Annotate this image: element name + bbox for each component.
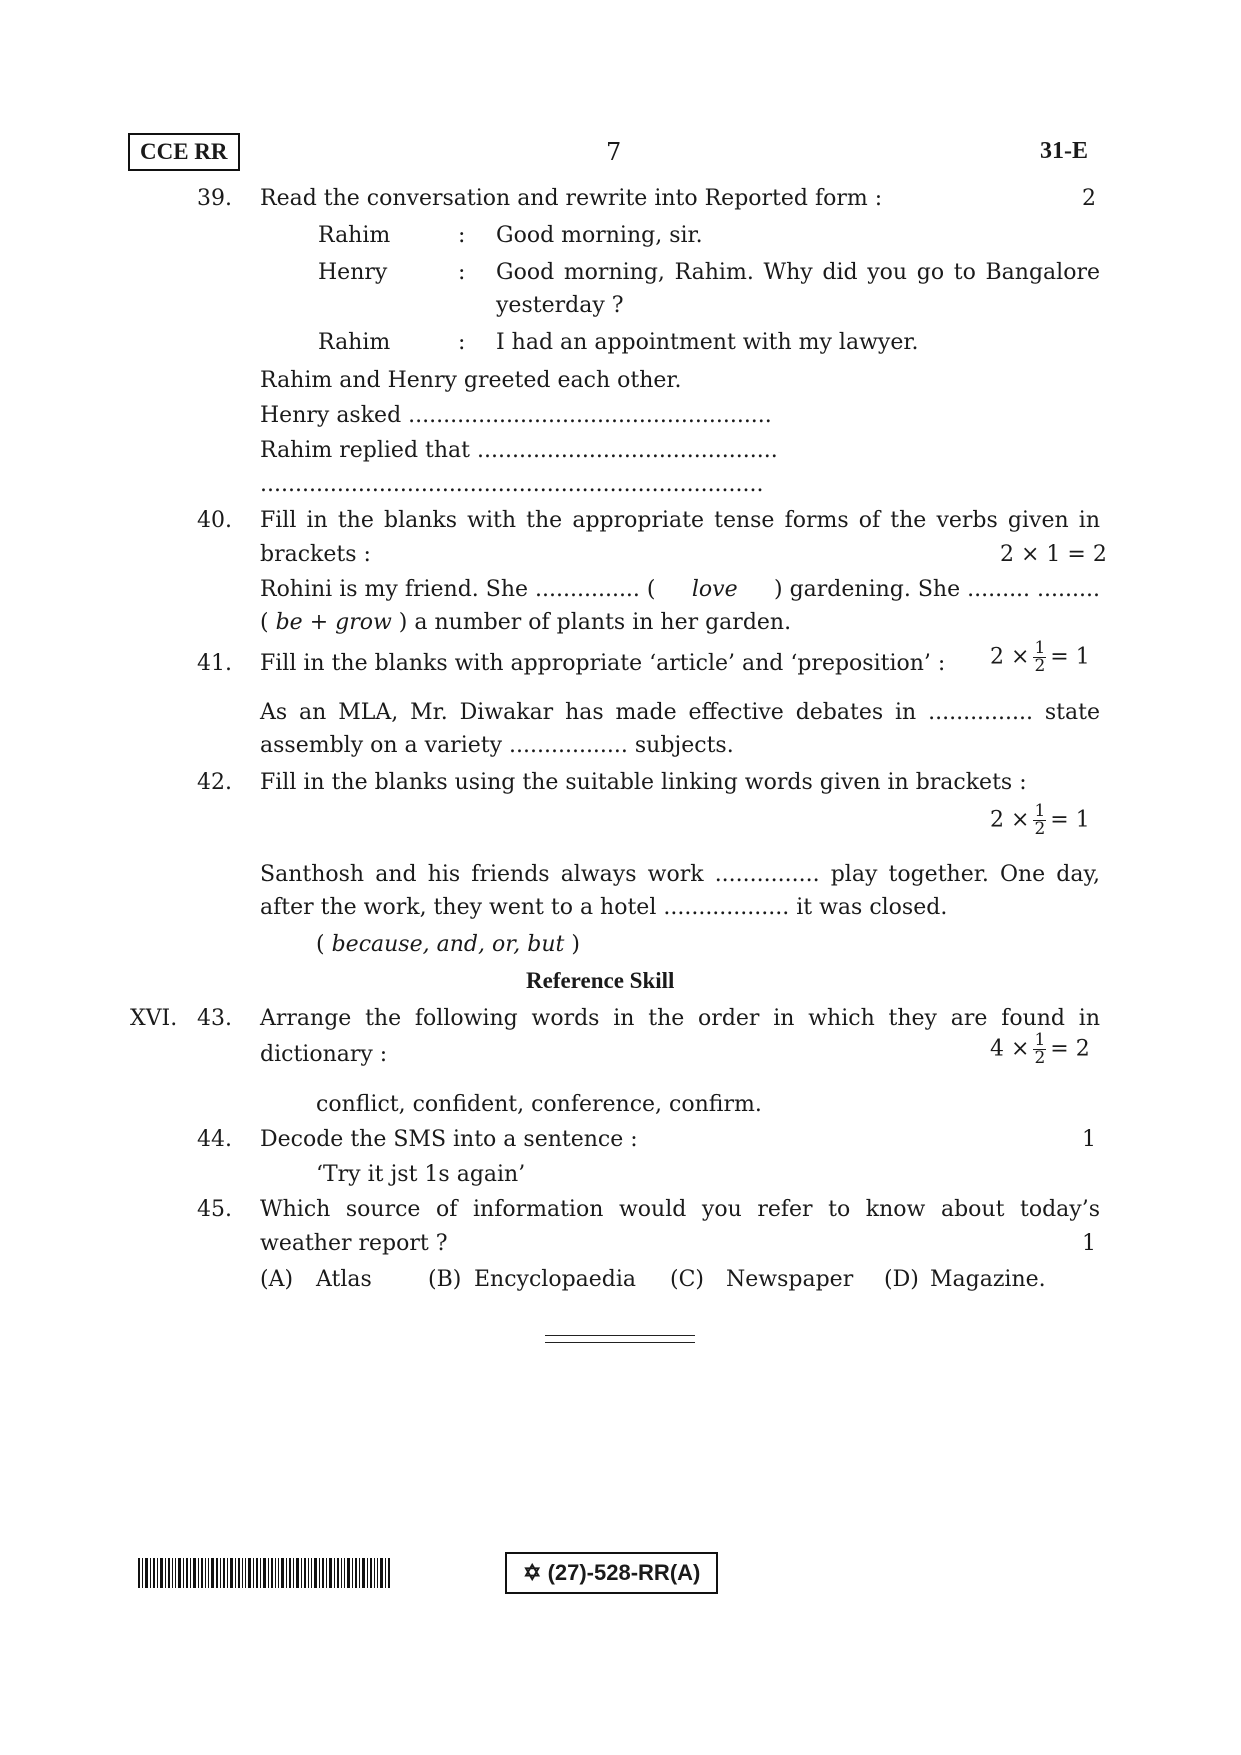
page-number: 7 — [606, 138, 622, 166]
question-45-marks: 1 — [1082, 1231, 1096, 1256]
header-paper-code: 31-E — [1040, 138, 1088, 164]
marks-total: = 2 — [1050, 1036, 1090, 1062]
question-42-marks — [990, 803, 1090, 838]
marks-prefix: 2 × — [990, 807, 1030, 833]
option-text-d: Magazine. — [930, 1267, 1046, 1292]
section-title: Reference Skill — [526, 968, 675, 993]
barcode — [138, 1558, 392, 1588]
dialogue-separator: : — [458, 260, 466, 285]
report-line: ........................................................................ — [260, 472, 764, 497]
question-44-text: Decode the SMS into a sentence : — [260, 1127, 638, 1152]
passage-text: ) gardening. She ......... ......... — [774, 577, 1100, 602]
footer-paper-code: (27)-528-RR(A) — [547, 1560, 701, 1585]
question-41-passage-line: assembly on a variety ................. subjects. — [260, 733, 734, 758]
question-40-passage-line — [260, 610, 791, 635]
question-43-text-continued: dictionary : — [260, 1042, 388, 1067]
footer-paper-code-box — [505, 1552, 718, 1594]
question-number-39: 39. — [197, 186, 232, 211]
report-line: Rahim replied that ........................................... — [260, 438, 778, 463]
question-39-marks: 2 — [1082, 186, 1096, 211]
marks-prefix: 2 × — [990, 644, 1030, 670]
question-42-passage-line: after the work, they went to a hotel .................. it was closed. — [260, 895, 948, 920]
question-number-41: 41. — [197, 651, 232, 676]
question-number-42: 42. — [197, 770, 232, 795]
star-of-david-icon: ✡ — [523, 1560, 542, 1585]
fraction-denominator: 2 — [1034, 1048, 1046, 1068]
question-43-text: Arrange the following words in the order in which they are found in — [260, 1006, 1100, 1031]
question-number-45: 45. — [197, 1197, 232, 1222]
question-41-marks — [990, 640, 1090, 675]
dialogue-speaker: Rahim — [318, 223, 391, 248]
dialogue-speaker: Rahim — [318, 330, 391, 355]
question-42-options — [316, 932, 580, 957]
option-text-c: Newspaper — [726, 1267, 854, 1292]
report-line: Henry asked .................................................... — [260, 403, 772, 428]
dialogue-line-continued: yesterday ? — [496, 293, 624, 318]
dialogue-line: I had an appointment with my lawyer. — [496, 330, 919, 355]
passage-text: Rohini is my friend. She ............... ( — [260, 577, 656, 602]
option-text-a: Atlas — [316, 1267, 372, 1292]
question-number-40: 40. — [197, 508, 232, 533]
question-40-text-continued: brackets : — [260, 542, 371, 567]
fraction — [1033, 640, 1046, 675]
bracket: ( — [316, 932, 325, 957]
question-45-text-continued: weather report ? — [260, 1231, 448, 1256]
fraction-denominator: 2 — [1034, 819, 1046, 839]
verb-hint: love — [691, 577, 738, 602]
question-41-passage-line: As an MLA, Mr. Diwakar has made effective debates in ............... state — [260, 700, 1100, 725]
question-42-passage-line: Santhosh and his friends always work ............... play together. One day, — [260, 862, 1100, 887]
fraction-numerator: 1 — [1034, 638, 1046, 658]
question-45-text: Which source of information would you refer to know about today’s — [260, 1197, 1100, 1222]
dialogue-separator: : — [458, 330, 466, 355]
question-41-text: Fill in the blanks with appropriate ‘article’ and ‘preposition’ : — [260, 651, 946, 676]
question-43-word-list: conflict, confident, conference, confirm. — [316, 1092, 762, 1117]
fraction-numerator: 1 — [1034, 1030, 1046, 1050]
marks-total: = 1 — [1050, 644, 1090, 670]
question-44-sms: ‘Try it jst 1s again’ — [316, 1162, 526, 1187]
fraction — [1033, 803, 1046, 838]
bracket: ) — [571, 932, 580, 957]
question-43-marks — [990, 1032, 1090, 1067]
question-number-43: 43. — [197, 1006, 232, 1031]
question-42-text: Fill in the blanks using the suitable linking words given in brackets : — [260, 770, 1027, 795]
passage-text: ( — [260, 610, 269, 635]
fraction-numerator: 1 — [1034, 801, 1046, 821]
dialogue-separator: : — [458, 223, 466, 248]
option-label-d: (D) — [884, 1267, 919, 1292]
marks-total: = 1 — [1050, 807, 1090, 833]
question-40-text: Fill in the blanks with the appropriate tense forms of the verbs given in — [260, 508, 1100, 533]
passage-text: ) a number of plants in her garden. — [398, 610, 792, 635]
question-number-44: 44. — [197, 1127, 232, 1152]
option-label-a: (A) — [260, 1267, 294, 1292]
report-line: Rahim and Henry greeted each other. — [260, 368, 682, 393]
question-40-marks: 2 × 1 = 2 — [1000, 542, 1107, 567]
header-subject-code: CCE RR — [128, 133, 240, 171]
option-text-b: Encyclopaedia — [474, 1267, 637, 1292]
fraction — [1033, 1032, 1046, 1067]
end-of-questions-rule — [545, 1335, 695, 1343]
dialogue-speaker: Henry — [318, 260, 388, 285]
dialogue-line: Good morning, sir. — [496, 223, 703, 248]
fraction-denominator: 2 — [1034, 656, 1046, 676]
marks-prefix: 4 × — [990, 1036, 1030, 1062]
dialogue-line: Good morning, Rahim. Why did you go to Bangalore — [496, 260, 1100, 285]
option-label-b: (B) — [428, 1267, 462, 1292]
question-44-marks: 1 — [1082, 1127, 1096, 1152]
option-label-c: (C) — [670, 1267, 704, 1292]
linking-word-options: because, and, or, but — [331, 932, 565, 957]
question-40-passage-line — [260, 577, 1100, 602]
section-roman-number: XVI. — [130, 1006, 178, 1031]
question-39-text: Read the conversation and rewrite into Reported form : — [260, 186, 883, 211]
verb-hint: be + grow — [275, 610, 392, 635]
